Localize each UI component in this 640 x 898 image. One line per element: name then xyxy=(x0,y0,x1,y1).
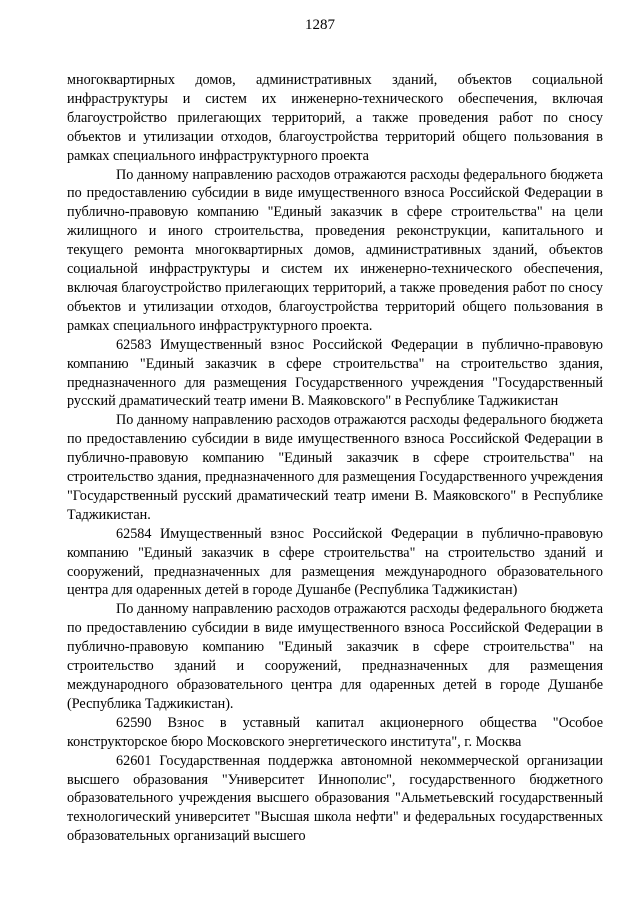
paragraph-description: По данному направлению расходов отражаются расходы федерального бюджета по предоставлению субсидии в виде имущественного взноса Российской Федерации в публично-правовую компанию "Единый заказчик в сфере строительства" на строительство зданий и сооружений, предназначенных для размещения международного образовательного центра для одаренных детей в городе Душанбе (Республика Таджикистан). xyxy=(67,601,603,712)
paragraph-description: По данному направлению расходов отражаются расходы федерального бюджета по предоставлению субсидии в виде имущественного взноса Российской Федерации в публично-правовую компанию "Единый заказчик в сфере строительства" на строительство здания, предназначенного для размещения Государственного учреждения "Государственный русский драматический театр имени В. Маяковского" в Республике Таджикистан. xyxy=(67,412,603,523)
paragraph-continuation: многоквартирных домов, административных зданий, объектов социальной инфраструктуры и систем их инженерно-технического обеспечения, включая благоустройство прилегающих территорий, а также проведения работ по сносу объектов и утилизации отходов, благоустройства территорий общего пользования в рамках специального инфраструктурного проекта xyxy=(67,72,603,164)
page-number: 1287 xyxy=(305,17,335,33)
paragraph-code-62601: 62601 Государственная поддержка автономной некоммерческой организации высшего образования "Университет Иннополис", государственного бюджетного образовательного учреждения высшего образования "Альметьевский государственный технологический университет "Высшая школа нефти" и федеральных государственных образовательных организаций высшего xyxy=(67,752,603,845)
paragraph-code-62584: 62584 Имущественный взнос Российской Федерации в публично-правовую компанию "Единый заказчик в сфере строительства" на строительство зданий и сооружений, предназначенных для размещения международного образовательного центра для одаренных детей в городе Душанбе (Республика Таджикистан) xyxy=(67,525,603,599)
document-body xyxy=(67,71,603,846)
paragraph-code-62590: 62590 Взнос в уставный капитал акционерного общества "Особое конструкторское бюро Московского энергетического института", г. Москва xyxy=(67,714,603,750)
paragraph-description: По данному направлению расходов отражаются расходы федерального бюджета по предоставлению субсидии в виде имущественного взноса Российской Федерации в публично-правовую компанию "Единый заказчик в сфере строительства" на цели жилищного и иного строительства, проведения реконструкции, капитального и текущего ремонта многоквартирных домов, административных зданий, объектов социальной инфраструктуры и систем их инженерно-технического обеспечения, включая благоустройство прилегающих территорий, а также проведения работ по сносу объектов и утилизации отходов, благоустройства территорий общего пользования в рамках специального инфраструктурного проекта. xyxy=(67,166,603,334)
paragraph-code-62583: 62583 Имущественный взнос Российской Федерации в публично-правовую компанию "Единый заказчик в сфере строительства" на строительство здания, предназначенного для размещения Государственного учреждения "Государственный русский драматический театр имени В. Маяковского" в Республике Таджикистан xyxy=(67,336,603,410)
